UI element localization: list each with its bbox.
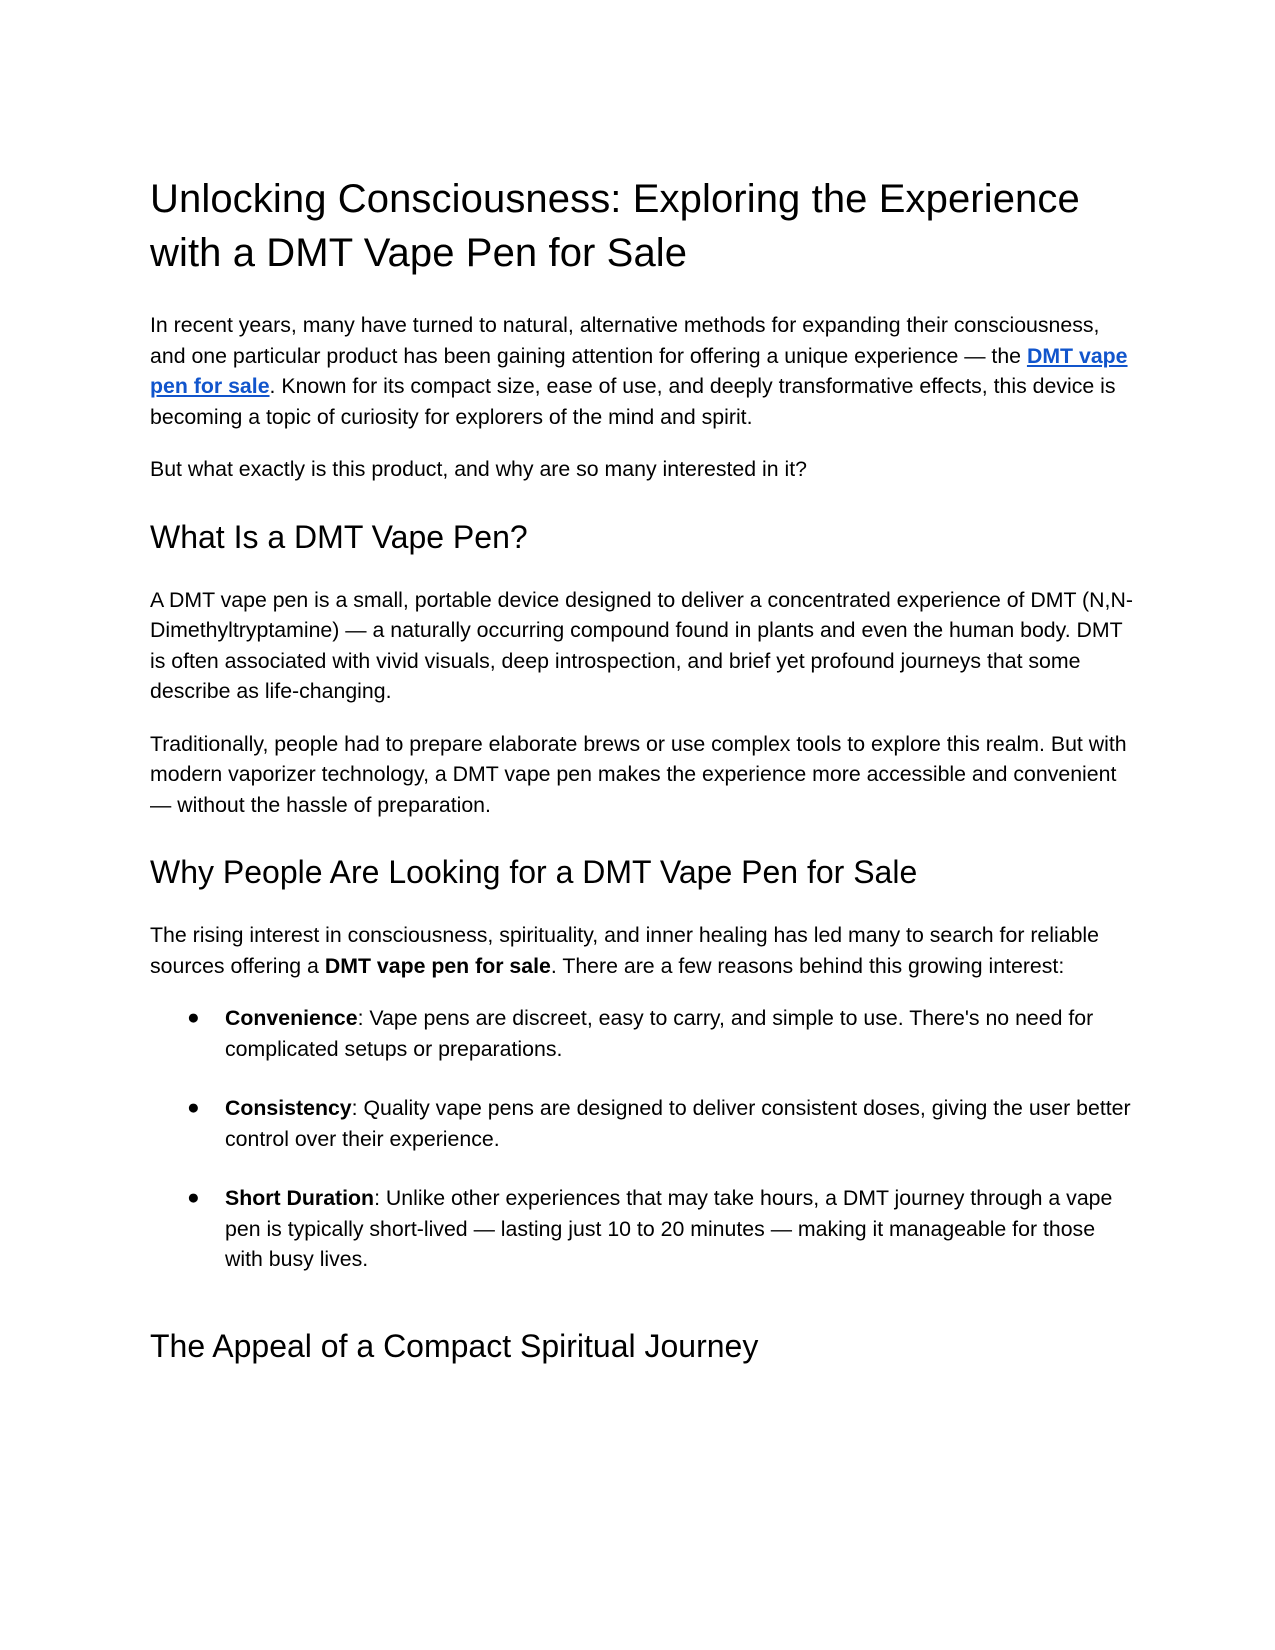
bullet-icon: ●: [187, 1186, 200, 1209]
list-item-text: : Quality vape pens are designed to deliver consistent doses, giving the user better control over their experience.: [225, 1096, 1131, 1151]
bullet-icon: ●: [187, 1096, 200, 1119]
what-is-paragraph-1: A DMT vape pen is a small, portable device designed to deliver a concentrated experience of DMT (N,N-Dimethyltryptamine) — a naturally occurring compound found in plants and even the human body. DMT is often associated with vivid visuals, deep introspection, and brief yet profound journeys that some describe as life-changing.: [150, 587, 1133, 703]
list-item-term: Consistency: [225, 1096, 352, 1120]
list-item: [150, 1183, 1135, 1275]
spacer: [150, 1304, 1135, 1326]
list-item-term: Convenience: [225, 1006, 358, 1030]
list-item-term: Short Duration: [225, 1186, 375, 1210]
section-heading-what-is: What Is a DMT Vape Pen?: [150, 518, 528, 555]
intro-text-after-link: . Known for its compact size, ease of use, and deeply transformative effects, this device is becoming a topic of curiosity for explorers of the mind and spirit.: [150, 374, 1116, 429]
document-page: [150, 172, 1135, 1394]
list-item: [150, 1093, 1135, 1154]
why-intro-bold-phrase: DMT vape pen for sale: [324, 953, 551, 978]
bullet-icon: ●: [187, 1006, 200, 1029]
intro-text-before-link: In recent years, many have turned to natural, alternative methods for expanding their consciousness, and one particular product has been gaining attention for offering a unique experience — the: [150, 313, 1100, 368]
list-item-text: : Vape pens are discreet, easy to carry, and simple to use. There's no need for complicated setups or preparations.: [225, 1006, 1094, 1061]
dmt-vape-pen-link[interactable]: DMT vape pen for sale: [150, 343, 1128, 398]
list-item-text: : Unlike other experiences that may take hours, a DMT journey through a vape pen is typically short-lived — lasting just 10 to 20 minutes — making it manageable for those with busy lives.: [225, 1186, 1113, 1271]
why-intro-text-after: . There are a few reasons behind this growing interest:: [550, 953, 1065, 978]
section-heading-why-people: Why People Are Looking for a DMT Vape Pen for Sale: [150, 854, 918, 890]
section-heading-appeal: The Appeal of a Compact Spiritual Journey: [150, 1327, 759, 1364]
what-is-paragraph-2: Traditionally, people had to prepare elaborate brews or use complex tools to explore this realm. But with modern vaporizer technology, a DMT vape pen makes the experience more accessible and convenient — without the hassle of preparation.: [150, 731, 1127, 817]
why-intro-text-before: The rising interest in consciousness, spirituality, and inner healing has led many to search for reliable sources offering a: [150, 923, 1099, 978]
list-item: [150, 1003, 1135, 1064]
reasons-list: [150, 1003, 1135, 1275]
document-title: Unlocking Consciousness: Exploring the Experience with a DMT Vape Pen for Sale: [150, 177, 1080, 275]
why-people-intro-paragraph: [150, 920, 1135, 981]
question-paragraph: But what exactly is this product, and why are so many interested in it?: [150, 457, 807, 481]
intro-paragraph: [150, 310, 1135, 432]
